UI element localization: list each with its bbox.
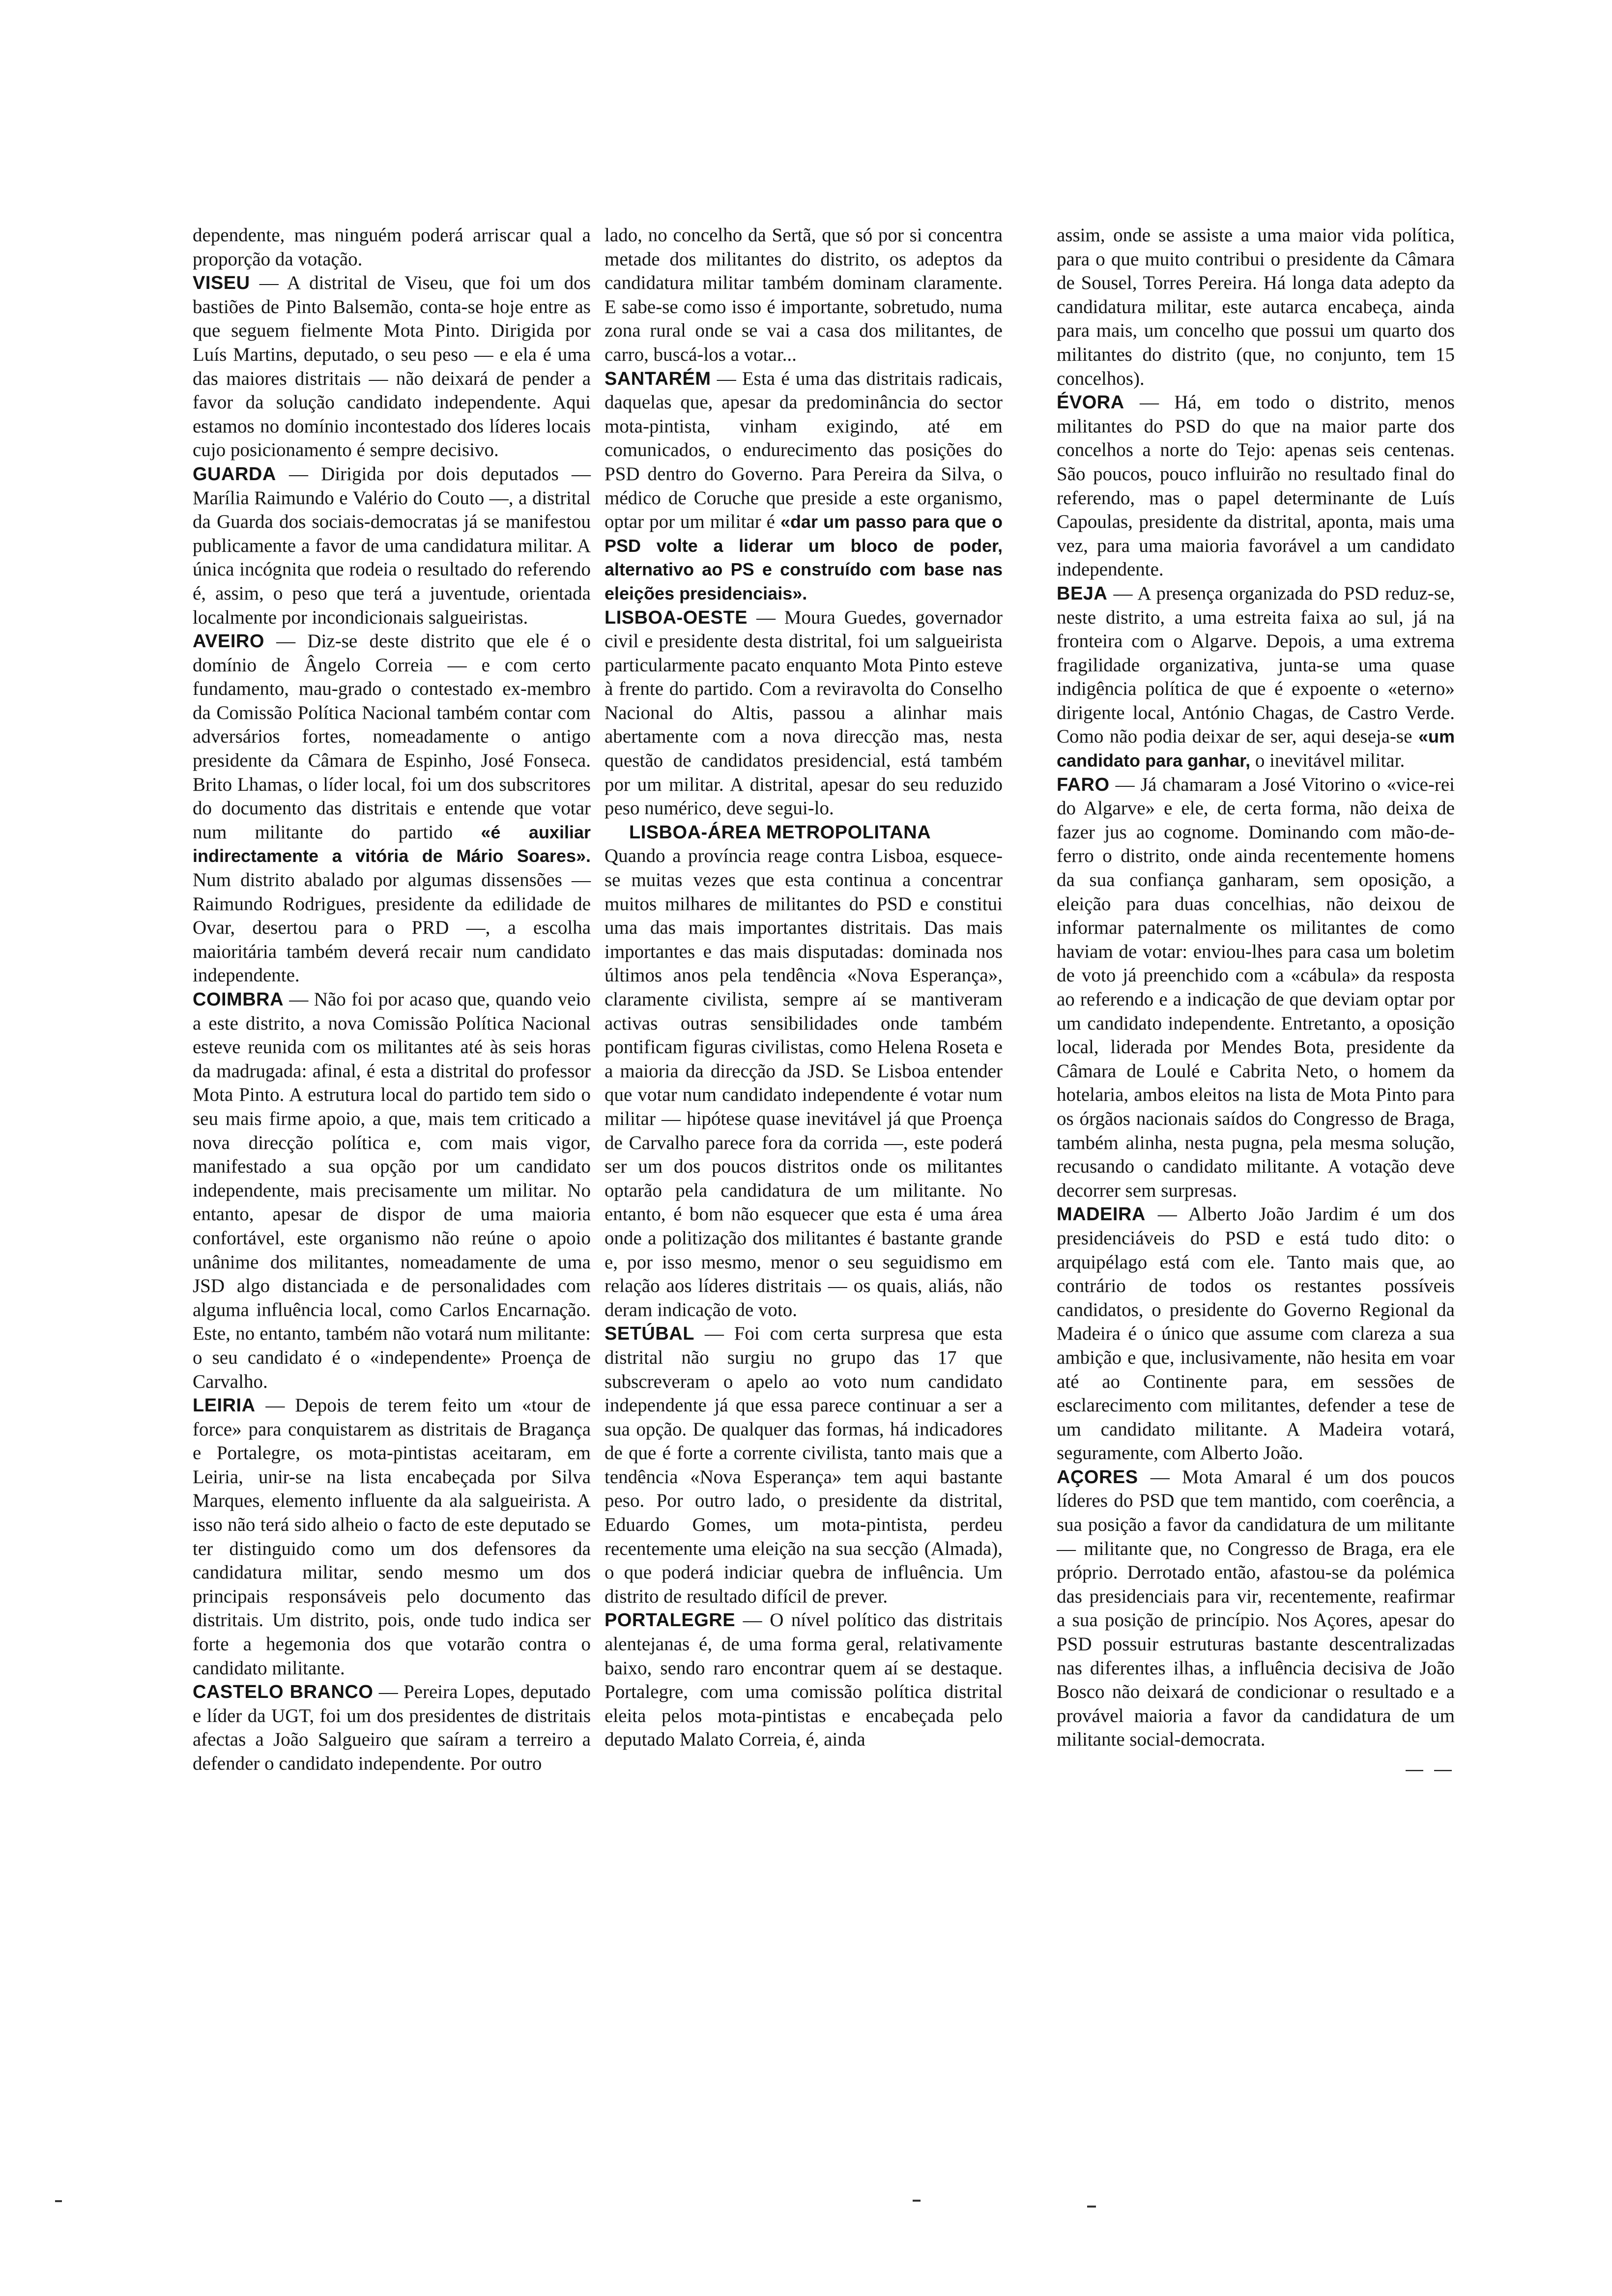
paragraph-text: — Esta é uma das distritais radicais, daquelas que, apesar da predominância do sector mota-pintista, vinham exigindo, até em comunicados, o endurecimento das posições do PSD dentro do Governo. Para Pereira da Silva, o médico de Coruche que preside a este organismo, optar por um militar é bbox=[604, 368, 1003, 533]
section-heading: SANTARÉM bbox=[604, 368, 711, 389]
section-heading: FARO bbox=[1057, 774, 1110, 795]
section-heading: LISBOA-OESTE bbox=[604, 607, 748, 628]
paragraph-text: — Alberto João Jardim é um dos presidenciáveis do PSD e está tudo dito: o arquipélago está com ele. Tanto mais que, ao contrário de todos os restantes possíveis candidatos, o presidente do Governo Regional da Madeira é o único que assume com clareza a sua ambição e que, inclusivamente, não hesita em voar até ao Continente para, em sessões de esclarecimento com militantes, defender a tese de um candidato militante. A Madeira votará, seguramente, com Alberto João. bbox=[1057, 1204, 1455, 1464]
section-heading: AÇORES bbox=[1057, 1466, 1138, 1488]
article-paragraph bbox=[193, 988, 591, 1394]
section-heading: LISBOA-ÁREA METROPOLITANA bbox=[629, 822, 931, 843]
section-heading: AVEIRO bbox=[193, 631, 264, 652]
paragraph-text: — Pereira Lopes, deputado e líder da UGT, foi um dos presidentes de distritais afectas a João Salgueiro que saíram a terreiro a defender o candidato independente. Por outro bbox=[193, 1681, 591, 1774]
article-paragraph bbox=[604, 224, 1003, 367]
paragraph-text: — Mota Amaral é um dos poucos líderes do PSD que tem mantido, com coerência, a sua posição a favor da candidatura de um militante — militante que, no Congresso de Braga, era ele próprio. Derrotado então, afastou-se da polémica das presidenciais para vir, recentemente, reafirmar a sua posição de princípio. Nos Açores, apesar do PSD possuir estruturas bastante descentralizadas nas diferentes ilhas, a influência decisiva de João Bosco não deixará de condicionar o resultado e a provável maioria a favor da candidatura de um militante social-democrata. bbox=[1057, 1466, 1455, 1751]
text-column-1 bbox=[193, 224, 591, 1776]
article-paragraph bbox=[1057, 582, 1455, 773]
bold-quote: «dar um passo para que o PSD volte a liderar um bloco de poder, alternativo ao PS e construído com base nas eleições presidenciais». bbox=[604, 512, 1003, 603]
paragraph-text: — Dirigida por dois deputados — Marília Raimundo e Valério do Couto —, a distrital da Guarda dos sociais-democratas já se manifestou publicamente a favor de uma candidatura militar. A única incógnita que rodeia o resultado do referendo é, assim, o peso que terá a juventude, orientada localmente por incondicionais salgueiristas. bbox=[193, 463, 591, 628]
text-column-3 bbox=[1057, 224, 1455, 1752]
section-heading: COIMBRA bbox=[193, 989, 284, 1010]
article-paragraph bbox=[1057, 773, 1455, 1203]
paragraph-text: — A distrital de Viseu, que foi um dos bastiões de Pinto Balsemão, conta-se hoje entre as que seguem fielmente Mota Pinto. Dirigida por Luís Martins, deputado, o seu peso — e ela é uma das maiores distritais — não deixará de pender a favor da solução candidato independente. Aqui estamos no domínio incontestado dos líderes locais cujo posicionamento é sempre decisivo. bbox=[193, 272, 591, 461]
bold-quote: «um candidato para ganhar, bbox=[1057, 726, 1455, 771]
paragraph-text: o inevitável militar. bbox=[1250, 750, 1405, 772]
article-paragraph bbox=[193, 630, 591, 988]
article-paragraph bbox=[1057, 224, 1455, 391]
article-paragraph bbox=[604, 1608, 1003, 1752]
article-paragraph bbox=[604, 1322, 1003, 1608]
article-paragraph bbox=[1057, 1203, 1455, 1465]
article-paragraph bbox=[604, 367, 1003, 606]
paragraph-text: Quando a província reage contra Lisboa, esquece-se muitas vezes que esta continua a concentrar muitos milhares de militantes do PSD e constitui uma das mais importantes distritais. Das mais importantes e das mais disputadas: dominada nos últimos anos pela tendência «Nova Esperança», claramente civilista, sempre aí se mantiveram activas outras sensibilidades onde também pontificam figuras civilistas, como Helena Roseta e a maioria da direcção da JSD. Se Lisboa entender que votar num candidato independente é votar num militar — hipótese quase inevitável já que Proença de Carvalho parece fora da corrida —, este poderá ser um dos poucos distritos onde os militantes optarão pela candidatura de um militante. No entanto, é bom não esquecer que esta é uma área onde a politização dos militantes é bastante grande e, por isso mesmo, menor o seu seguidismo em relação aos líderes distritais — os quais, aliás, não deram indicação de voto. bbox=[604, 845, 1003, 1320]
text-column-2 bbox=[604, 224, 1003, 1752]
article-paragraph bbox=[193, 1680, 591, 1776]
section-heading: SETÚBAL bbox=[604, 1323, 694, 1345]
bold-quote: «é auxiliar indirectamente a vitória de Mário Soares». bbox=[193, 822, 591, 866]
paragraph-text: — Foi com certa surpresa que esta distrital não surgiu no grupo das 17 que subscreveram o apelo ao voto num candidato independente já que essa parece continuar a ser a sua opção. De qualquer das formas, há indicadores de que é forte a corrente civilista, tanto mais que a tendência «Nova Esperança» tem aqui bastante peso. Por outro lado, o presidente da distrital, Eduardo Gomes, um mota-pintista, perdeu recentemente uma eleição na sua secção (Almada), o que poderá indiciar quebra de influência. Um distrito de resultado difícil de prever. bbox=[604, 1323, 1003, 1607]
scan-speck bbox=[55, 2200, 62, 2202]
section-heading: VISEU bbox=[193, 273, 250, 294]
section-heading: CASTELO BRANCO bbox=[193, 1682, 374, 1703]
paragraph-text: — Não foi por acaso que, quando veio a este distrito, a nova Comissão Política Nacional esteve reunida com os militantes até às seis horas da madrugada: afinal, é esta a distrital do professor Mota Pinto. A estrutura local do partido tem sido o seu mais firme apoio, a que, mais tem criticado a nova direcção política e, com mais vigor, manifestado a sua opção por um candidato independente, mais precisamente um militar. No entanto, apesar de dispor de uma maioria confortável, este organismo não reúne o apoio unânime dos militantes, nomeadamente de uma JSD algo distanciada e de personalidades com alguma influência local, como Carlos Encarnação. Este, no entanto, também não votará num militante: o seu candidato é o «independente» Proença de Carvalho. bbox=[193, 989, 591, 1392]
paragraph-text: assim, onde se assiste a uma maior vida política, para o que muito contribui o presidente da Câmara de Sousel, Torres Pereira. Há longa data adepto da candidatura militar, este autarca encabeça, ainda para mais, um concelho que possui um quarto dos militantes do distrito (que, no conjunto, tem 15 concelhos). bbox=[1057, 225, 1455, 389]
article-paragraph bbox=[193, 224, 591, 271]
article-paragraph bbox=[604, 821, 1003, 1322]
paragraph-text: Num distrito abalado por algumas dissensões — Raimundo Rodrigues, presidente da edilidade de Ovar, desertou para o PRD —, a escolha maioritária também deverá recair num candidato independente. bbox=[193, 869, 591, 986]
paragraph-text: — Já chamaram a José Vitorino o «vice-rei do Algarve» e ele, de certa forma, não deixa de fazer jus ao cognome. Dominando com mão-de-ferro o distrito, onde ainda recentemente homens da sua confiança ganharam, sem oposição, a eleição para duas concelhias, não deixou de informar paternalmente os militantes de como haviam de votar: enviou-lhes para casa um boletim de voto já preenchido com a «cábula» da resposta ao referendo e a indicação de que deviam optar por um candidato independente. Entretanto, a oposição local, liderada por Mendes Bota, presidente da Câmara de Loulé e Cabrita Neto, o homem da hotelaria, ambos eleitos na lista de Mota Pinto para os órgãos nacionais saídos do Congresso de Braga, também alinha, nesta pugna, pela mesma solução, recusando o candidato militante. A votação deve decorrer sem surpresas. bbox=[1057, 774, 1455, 1201]
paragraph-text: — A presença organizada do PSD reduz-se, neste distrito, a uma estreita faixa ao sul, já na fronteira com o Algarve. Depois, a uma extrema fragilidade organizativa, junta-se uma quase indigência política de que é expoente o «eterno» dirigente local, António Chagas, de Castro Verde. Como não podia deixar de ser, aqui deseja-se bbox=[1057, 582, 1455, 747]
scan-speck bbox=[913, 2200, 921, 2202]
paragraph-text: — Diz-se deste distrito que ele é o domínio de Ângelo Correia — e com certo fundamento, mau-grado o contestado ex-membro da Comissão Política Nacional também contar com adversários fortes, nomeadamente o antigo presidente da Câmara de Espinho, José Fonseca. Brito Lhamas, o líder local, foi um dos subscritores do documento das distritais e entende que votar num militante do partido bbox=[193, 631, 591, 843]
end-mark: — — bbox=[1405, 1759, 1455, 1779]
scan-speck bbox=[1087, 2206, 1096, 2208]
article-paragraph bbox=[193, 1394, 591, 1680]
article-paragraph bbox=[1057, 391, 1455, 582]
paragraph-text: dependente, mas ninguém poderá arriscar qual a proporção da votação. bbox=[193, 225, 591, 270]
section-heading: GUARDA bbox=[193, 463, 276, 485]
article-paragraph bbox=[1057, 1465, 1455, 1752]
paragraph-text: — Há, em todo o distrito, menos militantes do PSD do que na maior parte dos concelhos a norte do Tejo: apenas seis centenas. São poucos, pouco influirão no resultado final do referendo, mas o papel determinante de Luís Capoulas, presidente da distrital, aponta, mais uma vez, para uma maioria favorável a um candidato independente. bbox=[1057, 392, 1455, 580]
article-paragraph bbox=[193, 462, 591, 630]
section-heading: MADEIRA bbox=[1057, 1204, 1146, 1225]
paragraph-text: lado, no concelho da Sertã, que só por si concentra metade dos militantes do distrito, os adeptos da candidatura militar também dominam claramente. E sabe-se como isso é importante, sobretudo, numa zona rural onde se vai a casa dos militantes, de carro, buscá-los a votar... bbox=[604, 225, 1003, 365]
paragraph-text: — Moura Guedes, governador civil e presidente desta distrital, foi um salgueirista particularmente pacato enquanto Mota Pinto esteve à frente do partido. Com a reviravolta do Conselho Nacional do Altis, passou a alinhar mais abertamente com a nova direcção mas, nesta questão de candidatos presidencial, está também por um militar. A distrital, apesar do seu reduzido peso numérico, deve segui-lo. bbox=[604, 606, 1003, 819]
section-heading: PORTALEGRE bbox=[604, 1610, 736, 1631]
article-paragraph bbox=[604, 606, 1003, 821]
end-mark-wrap bbox=[1057, 1754, 1455, 1779]
section-heading: ÉVORA bbox=[1057, 392, 1124, 413]
article-paragraph bbox=[193, 271, 591, 462]
section-heading: BEJA bbox=[1057, 583, 1108, 604]
section-heading: LEIRIA bbox=[193, 1395, 256, 1416]
paragraph-text: — Depois de terem feito um «tour de force» para conquistarem as distritais de Bragança e Portalegre, os mota-pintistas aceitaram, em Leiria, unir-se na lista encabeçada por Silva Marques, elemento influente da ala salgueirista. A isso não terá sido alheio o facto de este deputado se ter distinguido como um dos defensores da candidatura militar, sendo mesmo um dos principais responsáveis pelo documento das distritais. Um distrito, pois, onde tudo indica ser forte a hegemonia dos que votarão contra o candidato militante. bbox=[193, 1395, 591, 1679]
paragraph-text: — O nível político das distritais alentejanas é, de uma forma geral, relativamente baixo, sendo raro encontrar quem aí se destaque. Portalegre, com uma comissão política distrital eleita pelos mota-pintistas e encabeçada pelo deputado Malato Correia, é, ainda bbox=[604, 1609, 1003, 1751]
